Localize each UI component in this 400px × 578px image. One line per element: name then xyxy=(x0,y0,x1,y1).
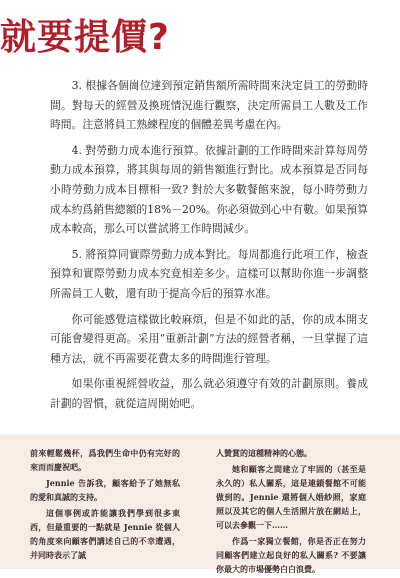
story-column-left xyxy=(30,446,180,564)
paragraph-conclusion: 如果你重視經營收益，那么就必須遵守有效的計劃原則。養成計劃的習慣，就從這周開始吧。 xyxy=(50,377,368,410)
paragraph-step-4: 4. 對勞動力成本進行預算。依據計劃的工作時間來計算每周勞動力成本預算，將其與每周的銷售額進行對比。成本預算是否同每小時勞動力成本目標相一致? 對於大多數餐館來說，每小時勞動力成本約爲銷售總額的18%－20%。你必須做到心中有數。如果預算成本較高，那么可以嘗試將工作時間減少。 xyxy=(50,143,368,236)
story-paragraph: 這個事例或許能讓我們學到很多東西，但最重要的一點就是 Jennie 從個人的角度來向顧客們講述自己的不幸遭遇，并同時表示了誠 xyxy=(30,508,180,560)
article-body xyxy=(50,76,368,420)
headline: 就要提價? xyxy=(0,17,170,58)
paragraph-step-5: 5. 將預算同實際勞動力成本對比。每周都進行此項工作，檢查預算和實際勞動力成本究竟相差多少。這樣可以幫助你進一步調整所需員工人數，還有助于提高今后的預算水准。 xyxy=(50,247,368,300)
sidebar-story-panel xyxy=(0,434,400,574)
story-paragraph: Jennie 告訴我，顧客給予了她無私的愛和真誠的支持。 xyxy=(30,478,180,502)
story-column-right xyxy=(216,446,366,578)
story-paragraph: 作爲一家獨立餐館，你是否正在努力同顧客們建立起良好的私人關系? 不要讓你最大的市場優勢白白浪費。 xyxy=(216,536,366,574)
paragraph-step-3: 3. 根據各個崗位達到預定銷售額所需時間來決定員工的勞動時間。對每天的經營及換班情況進行觀察，決定所需員工人數及工作時間。注意將員工熟練程度的個體差異考慮在內。 xyxy=(50,79,368,132)
story-paragraph: 前來輕鬆幾杯，爲我們生命中仍有完好的來而而慶祝吧。 xyxy=(30,448,180,472)
paragraph-rescheduling: 你可能感覺這樣做比較麻煩，但是不如此的話，你的成本開支可能會變得更高。采用“重新計劃”方法的經營者稱，一旦掌握了這種方法，就不再需要花費太多的時間進行管理。 xyxy=(50,312,368,365)
story-paragraph: 人贊賞的這種精神的心態。 xyxy=(216,448,312,458)
story-paragraph: 她和顧客之間建立了牢固的（甚至是永久的）私人關系，這是連鎖餐館不可能做到的。Jennie 還將個人婚紗照，家庭照以及其它的個人生活照片放在網站上，可以去參觀一下…… xyxy=(216,464,366,530)
